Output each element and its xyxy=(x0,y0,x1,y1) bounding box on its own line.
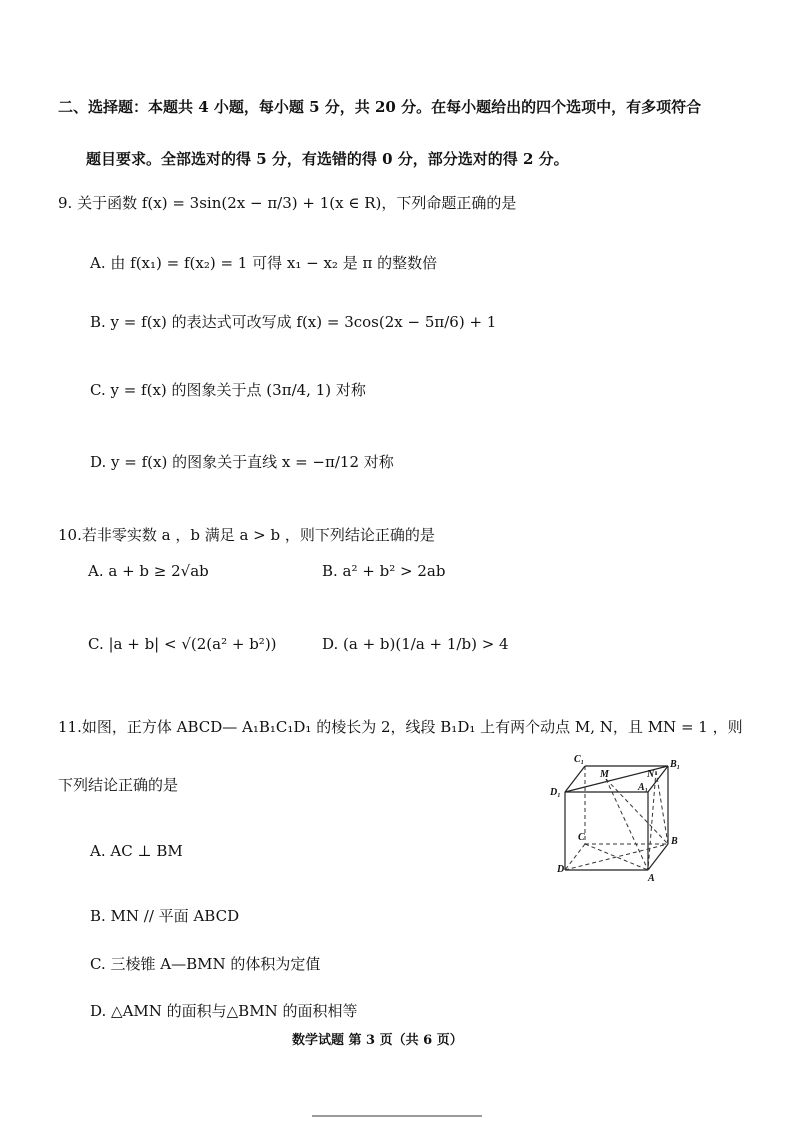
label-d: D xyxy=(557,864,565,875)
question-10-option-b: B. a² + b² > 2ab xyxy=(322,562,446,580)
section-header-line1: 二、选择题：本题共 4 小题，每小题 5 分，共 20 分。在每小题给出的四个选项中，有多项符合 xyxy=(58,98,702,116)
label-n: N xyxy=(647,769,655,780)
question-9-option-d: D. y = f(x) 的图象关于直线 x = −π/12 对称 xyxy=(90,453,394,471)
page-footer: 数学试题 第 3 页（共 6 页） xyxy=(292,1033,463,1048)
label-d1: D₁ xyxy=(550,787,561,798)
label-c: C xyxy=(578,832,585,843)
question-9-option-a: A. 由 f(x₁) = f(x₂) = 1 可得 x₁ − x₂ 是 π 的整数倍 xyxy=(90,254,438,272)
question-11-option-a: A. AC ⊥ BM xyxy=(90,842,183,860)
question-11-option-d: D. △AMN 的面积与△BMN 的面积相等 xyxy=(90,1002,358,1020)
question-9-stem: 9. 关于函数 f(x) = 3sin(2x − π/3) + 1(x ∈ R)，下列命题正确的是 xyxy=(58,194,517,212)
scan-bottom-mark xyxy=(312,1115,482,1117)
question-10-stem: 10.若非零实数 a ，b 满足 a > b ，则下列结论正确的是 xyxy=(58,526,435,544)
question-10-option-a: A. a + b ≥ 2√ab xyxy=(88,562,209,580)
cube-figure xyxy=(548,748,698,883)
question-11-stem-continued: 下列结论正确的是 xyxy=(58,776,179,794)
question-9-option-b: B. y = f(x) 的表达式可改写成 f(x) = 3cos(2x − 5π/6) + 1 xyxy=(90,313,497,331)
label-b1: B₁ xyxy=(670,759,681,770)
label-a1: A₁ xyxy=(638,782,649,793)
label-b: B xyxy=(671,836,678,847)
label-m: M xyxy=(600,769,609,780)
question-10-option-d: D. (a + b)(1/a + 1/b) > 4 xyxy=(322,635,509,653)
question-11-option-b: B. MN // 平面 ABCD xyxy=(90,907,240,925)
question-11-option-c: C. 三棱锥 A—BMN 的体积为定值 xyxy=(90,955,321,973)
question-9-option-c: C. y = f(x) 的图象关于点 (3π/4, 1) 对称 xyxy=(90,381,366,399)
label-c1: C₁ xyxy=(574,754,585,765)
question-11-stem: 11.如图，正方体 ABCD— A₁B₁C₁D₁ 的棱长为 2，线段 B₁D₁ 上有两个动点 M, N，且 MN = 1 ，则 xyxy=(58,718,743,736)
question-10-option-c: C. |a + b| < √(2(a² + b²)) xyxy=(88,635,277,653)
label-a: A xyxy=(648,873,655,883)
section-header-line2: 题目要求。全部选对的得 5 分，有选错的得 0 分，部分选对的得 2 分。 xyxy=(86,150,569,168)
